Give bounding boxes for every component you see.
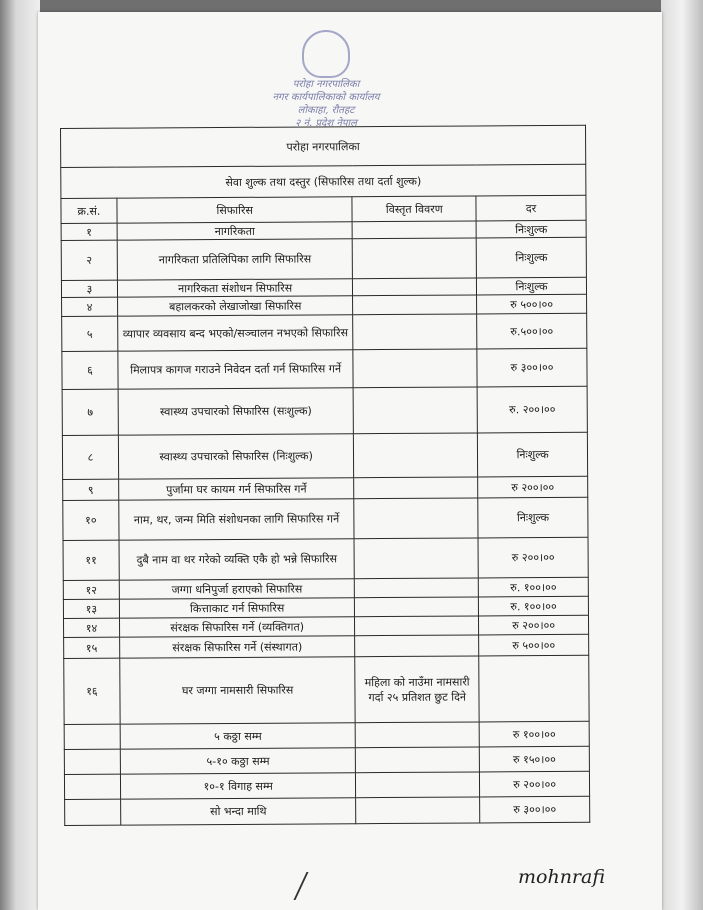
row-recommendation: स्वास्थ्य उपचारको सिफारिस (निःशुल्क) [118,434,354,479]
row-rate: निःशुल्क [478,432,588,477]
row-rate: रु २००।०० [479,615,589,635]
stamp-line: लोकाहा, रौतहट [297,105,355,116]
row-details [354,538,478,579]
table-row [63,537,588,580]
table-row [62,313,587,351]
row-details [353,387,477,434]
subrow-sn-empty [65,799,121,825]
row-recommendation: जग्गा धनिपुर्जा हराएको सिफारिस [119,579,355,599]
row-recommendation: नागरिकता संशोधन सिफारिस [117,279,353,297]
row-details [355,616,479,636]
row-recommendation: नागरिकता [117,222,353,240]
subrow-range: ५ कठ्ठा सम्म [120,723,356,749]
row-sn: १३ [63,599,119,618]
subrow-sn-empty [64,774,120,799]
subrow-details-empty [356,747,480,773]
row-sn: २ [61,240,117,280]
row-sn: ९ [63,479,119,500]
row-recommendation: संरक्षक सिफारिस गर्ने (संस्थागत) [120,636,356,658]
row-details [353,278,477,296]
row-sn: ३ [61,280,117,297]
row-rate: रु. १००।०० [479,596,589,616]
row-details [353,238,477,279]
row-recommendation: बहालकरको लेखाजोखा सिफारिस [117,296,353,316]
subrow-range: ५-१० कठ्ठा सम्म [120,748,356,774]
row-details [354,498,478,539]
row-details [353,314,477,350]
row-recommendation: नागरिकता प्रतिलिपिका लागि सिफारिस [117,239,353,280]
table-row [62,386,587,435]
row-rate: निःशुल्क [476,220,586,238]
subrow-details-empty [356,722,480,748]
row-sn: ८ [62,435,118,479]
stamp-line: नगर कार्यपालिकाको कार्यालय [272,92,380,103]
stamp-line: २ नं. प्रदेश नेपाल [295,118,357,129]
row-details [353,349,477,388]
row-recommendation: घर जग्गा नामसारी सिफारिस [120,657,356,724]
row-sn: १६ [64,658,120,724]
stamp-line: परोहा नगरपालिका [292,79,360,90]
subrow-range: १०-१ विगाह सम्म [120,773,356,799]
page-subtitle: सेवा शुल्क तथा दस्तुर (सिफारिस तथा दर्ता शुल्क) [61,164,586,198]
row-sn: ४ [62,297,118,316]
table-row [62,432,587,479]
row-rate: रु.५००।०० [477,313,587,349]
subrow-rate: रु २००।०० [480,771,590,797]
row-sn: ६ [62,351,118,389]
row-recommendation: नाम, थर, जन्म मिति संशोधनका लागि सिफारिस गर्ने [119,499,355,540]
table-row [62,348,587,389]
row-rate: रु. १००।०० [478,577,588,597]
fee-table [60,125,590,826]
row-details [353,295,477,315]
row-details [355,578,479,598]
row-recommendation: संरक्षक सिफारिस गर्ने (व्यक्तिगत) [119,617,355,637]
office-stamp [256,30,396,140]
title-row [61,125,586,167]
row-details [354,433,478,478]
row-details [355,597,479,617]
table-subrow [64,721,589,749]
row-sn: १५ [64,637,120,658]
subrow-rate: रु १००।०० [479,721,589,747]
table-row [61,237,586,280]
scan-edge-right [661,0,703,910]
column-header-details: विस्तृत विवरण [352,196,476,222]
row-sn: ७ [62,389,118,435]
row-sn: १४ [63,618,119,637]
column-header-row [61,195,586,223]
table-row [63,497,588,540]
scan-edge-left [0,0,40,910]
row-rate: रु. २००।०० [477,386,587,433]
column-header-rate: दर [476,195,586,221]
subrow-details-empty [356,797,480,824]
row-sn: ११ [63,540,119,580]
row-sn: १२ [63,580,119,599]
subrow-rate: रु १५०।०० [479,746,589,772]
table-subrow [64,771,589,799]
column-header-sn: क्र.सं. [61,198,117,223]
row-rate: रु २००।०० [478,537,588,578]
page-title: परोहा नगरपालिका [61,125,586,167]
row-details [354,477,478,499]
row-details [352,221,476,239]
row-rate: रु ३००।०० [477,348,587,387]
table-row [64,655,589,724]
row-rate: रु ५००।०० [477,294,587,314]
subrow-rate: रु ३००।०० [480,796,590,823]
row-sn: ५ [62,316,118,351]
subrow-range: सो भन्दा माथि [121,798,357,825]
row-rate: निःशुल्क [477,277,587,295]
row-recommendation: दुबै नाम वा थर गरेको व्यक्ति एकै हो भन्ने सिफारिस [119,539,355,580]
table-subrow [64,746,589,774]
row-rate [479,655,589,722]
subrow-sn-empty [64,724,120,749]
row-details [355,635,479,657]
row-recommendation: व्यापार व्यवसाय बन्द भएको/सञ्चालन नभएको सिफारिस [118,315,354,351]
row-sn: १० [63,500,119,540]
row-rate: निःशुल्क [476,237,586,278]
row-recommendation: पुर्जामा घर कायम गर्न सिफारिस गर्ने [119,478,355,500]
table-subrow [65,796,590,825]
row-rate: रु ५००।०० [479,634,589,656]
row-rate: निःशुल्क [478,497,588,538]
signature: mohnrafi [518,866,606,888]
column-header-recommendation: सिफारिस [117,197,353,223]
subtitle-row [61,164,586,198]
row-sn: १ [61,223,117,240]
row-details: महिला को नाउँमा नामसारी गर्दा २५ प्रतिशत छुट दिने [355,656,479,723]
subrow-sn-empty [64,749,120,774]
row-recommendation: मिलापत्र कागज गराउने निवेदन दर्ता गर्न सिफारिस गर्ने [118,350,354,389]
row-rate: रु २००।०० [478,476,588,498]
emblem-icon [302,30,350,78]
row-recommendation: स्वास्थ्य उपचारको सिफारिस (सःशुल्क) [118,388,354,435]
subrow-details-empty [356,772,480,798]
row-recommendation: कित्ताकाट गर्न सिफारिस [119,598,355,618]
